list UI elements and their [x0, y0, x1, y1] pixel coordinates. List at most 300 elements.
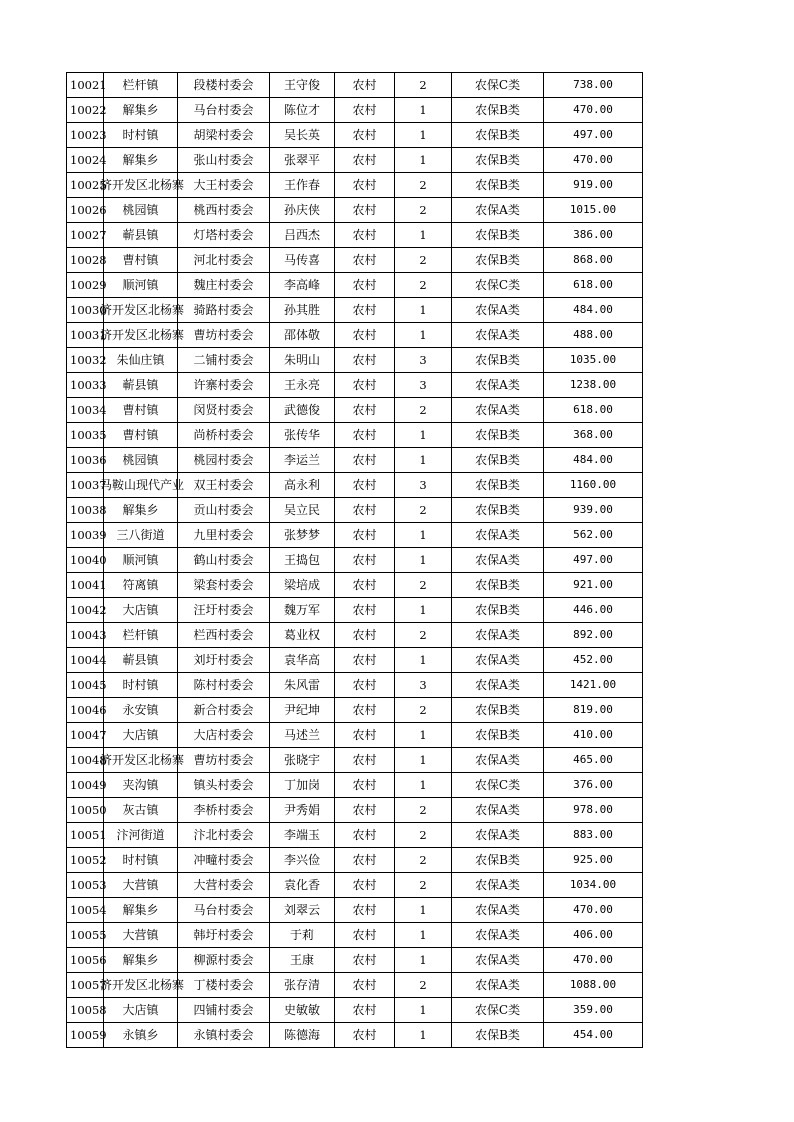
amount-cell: 368.00 [544, 423, 643, 448]
table-row [67, 698, 643, 723]
area-type-cell: 农村 [335, 923, 395, 948]
table-row [67, 348, 643, 373]
area-type-cell: 农村 [335, 223, 395, 248]
town-cell: 解集乡 [104, 148, 178, 173]
person-name-cell: 刘翠云 [270, 898, 335, 923]
insurance-category-cell: 农保B类 [452, 223, 544, 248]
insurance-category-cell: 农保C类 [452, 73, 544, 98]
household-count-cell: 3 [395, 473, 452, 498]
person-name-cell: 朱明山 [270, 348, 335, 373]
person-name-cell: 王永亮 [270, 373, 335, 398]
area-type-cell: 农村 [335, 748, 395, 773]
village-committee-cell: 段楼村委会 [178, 73, 270, 98]
household-count-cell: 1 [395, 548, 452, 573]
household-count-cell: 1 [395, 223, 452, 248]
amount-cell: 1238.00 [544, 373, 643, 398]
insurance-category-cell: 农保A类 [452, 198, 544, 223]
area-type-cell: 农村 [335, 648, 395, 673]
area-type-cell: 农村 [335, 73, 395, 98]
record-id-cell: 10028 [67, 248, 104, 273]
insurance-category-cell: 农保A类 [452, 398, 544, 423]
amount-cell: 497.00 [544, 548, 643, 573]
household-count-cell: 1 [395, 123, 452, 148]
table-row [67, 748, 643, 773]
town-cell: 济开发区北杨寨 [104, 298, 178, 323]
area-type-cell: 农村 [335, 623, 395, 648]
person-name-cell: 李端玉 [270, 823, 335, 848]
person-name-cell: 王捣包 [270, 548, 335, 573]
town-cell: 大店镇 [104, 598, 178, 623]
insurance-category-cell: 农保A类 [452, 648, 544, 673]
household-count-cell: 3 [395, 673, 452, 698]
person-name-cell: 魏万军 [270, 598, 335, 623]
person-name-cell: 李高峰 [270, 273, 335, 298]
table-row [67, 373, 643, 398]
record-id-cell: 10025 [67, 173, 104, 198]
table-row [67, 223, 643, 248]
household-count-cell: 3 [395, 373, 452, 398]
village-committee-cell: 栏西村委会 [178, 623, 270, 648]
area-type-cell: 农村 [335, 848, 395, 873]
person-name-cell: 李运兰 [270, 448, 335, 473]
village-committee-cell: 尚桥村委会 [178, 423, 270, 448]
village-committee-cell: 胡梁村委会 [178, 123, 270, 148]
table-row [67, 123, 643, 148]
area-type-cell: 农村 [335, 498, 395, 523]
record-id-cell: 10031 [67, 323, 104, 348]
area-type-cell: 农村 [335, 873, 395, 898]
amount-cell: 939.00 [544, 498, 643, 523]
table-row [67, 73, 643, 98]
person-name-cell: 张梦梦 [270, 523, 335, 548]
person-name-cell: 张存清 [270, 973, 335, 998]
record-id-cell: 10042 [67, 598, 104, 623]
household-count-cell: 2 [395, 248, 452, 273]
household-count-cell: 1 [395, 298, 452, 323]
town-cell: 蕲县镇 [104, 373, 178, 398]
town-cell: 大店镇 [104, 998, 178, 1023]
town-cell: 曹村镇 [104, 248, 178, 273]
amount-cell: 1034.00 [544, 873, 643, 898]
insurance-category-cell: 农保B类 [452, 123, 544, 148]
record-id-cell: 10038 [67, 498, 104, 523]
village-committee-cell: 桃西村委会 [178, 198, 270, 223]
person-name-cell: 马传喜 [270, 248, 335, 273]
person-name-cell: 史敏敏 [270, 998, 335, 1023]
amount-cell: 452.00 [544, 648, 643, 673]
area-type-cell: 农村 [335, 973, 395, 998]
record-id-cell: 10022 [67, 98, 104, 123]
insurance-category-cell: 农保A类 [452, 748, 544, 773]
amount-cell: 868.00 [544, 248, 643, 273]
area-type-cell: 农村 [335, 298, 395, 323]
household-count-cell: 3 [395, 348, 452, 373]
insurance-category-cell: 农保A类 [452, 923, 544, 948]
amount-cell: 562.00 [544, 523, 643, 548]
town-cell: 符离镇 [104, 573, 178, 598]
village-committee-cell: 灯塔村委会 [178, 223, 270, 248]
table-row [67, 498, 643, 523]
amount-cell: 892.00 [544, 623, 643, 648]
town-cell: 蕲县镇 [104, 223, 178, 248]
town-cell: 灰古镇 [104, 798, 178, 823]
amount-cell: 470.00 [544, 898, 643, 923]
town-cell: 济开发区北杨寨 [104, 173, 178, 198]
insurance-category-cell: 农保B类 [452, 148, 544, 173]
amount-cell: 1035.00 [544, 348, 643, 373]
insurance-category-cell: 农保A类 [452, 673, 544, 698]
amount-cell: 919.00 [544, 173, 643, 198]
table-row [67, 1023, 643, 1048]
town-cell: 栏杆镇 [104, 623, 178, 648]
household-count-cell: 2 [395, 873, 452, 898]
table-row [67, 648, 643, 673]
area-type-cell: 农村 [335, 473, 395, 498]
table-row [67, 823, 643, 848]
amount-cell: 470.00 [544, 98, 643, 123]
household-count-cell: 1 [395, 148, 452, 173]
household-count-cell: 1 [395, 948, 452, 973]
area-type-cell: 农村 [335, 448, 395, 473]
household-count-cell: 1 [395, 773, 452, 798]
household-count-cell: 2 [395, 798, 452, 823]
beneficiary-table [66, 72, 643, 1048]
person-name-cell: 吕西杰 [270, 223, 335, 248]
table-row [67, 273, 643, 298]
insurance-category-cell: 农保B类 [452, 248, 544, 273]
village-committee-cell: 骑路村委会 [178, 298, 270, 323]
area-type-cell: 农村 [335, 798, 395, 823]
record-id-cell: 10040 [67, 548, 104, 573]
household-count-cell: 2 [395, 623, 452, 648]
amount-cell: 484.00 [544, 298, 643, 323]
amount-cell: 406.00 [544, 923, 643, 948]
table-row [67, 473, 643, 498]
household-count-cell: 1 [395, 98, 452, 123]
person-name-cell: 葛业权 [270, 623, 335, 648]
table-row [67, 798, 643, 823]
record-id-cell: 10047 [67, 723, 104, 748]
record-id-cell: 10032 [67, 348, 104, 373]
village-committee-cell: 闵贤村委会 [178, 398, 270, 423]
insurance-category-cell: 农保B类 [452, 1023, 544, 1048]
village-committee-cell: 冲疃村委会 [178, 848, 270, 873]
town-cell: 济开发区北杨寨 [104, 748, 178, 773]
record-id-cell: 10057 [67, 973, 104, 998]
record-id-cell: 10043 [67, 623, 104, 648]
amount-cell: 410.00 [544, 723, 643, 748]
table-row [67, 198, 643, 223]
area-type-cell: 农村 [335, 523, 395, 548]
household-count-cell: 2 [395, 698, 452, 723]
area-type-cell: 农村 [335, 123, 395, 148]
area-type-cell: 农村 [335, 723, 395, 748]
village-committee-cell: 柳源村委会 [178, 948, 270, 973]
area-type-cell: 农村 [335, 598, 395, 623]
town-cell: 大营镇 [104, 923, 178, 948]
village-committee-cell: 九里村委会 [178, 523, 270, 548]
person-name-cell: 高永利 [270, 473, 335, 498]
area-type-cell: 农村 [335, 248, 395, 273]
record-id-cell: 10048 [67, 748, 104, 773]
area-type-cell: 农村 [335, 348, 395, 373]
amount-cell: 738.00 [544, 73, 643, 98]
table-row [67, 298, 643, 323]
insurance-category-cell: 农保A类 [452, 823, 544, 848]
insurance-category-cell: 农保A类 [452, 898, 544, 923]
town-cell: 大营镇 [104, 873, 178, 898]
area-type-cell: 农村 [335, 573, 395, 598]
person-name-cell: 陈德海 [270, 1023, 335, 1048]
person-name-cell: 邵体敬 [270, 323, 335, 348]
town-cell: 顺河镇 [104, 273, 178, 298]
person-name-cell: 王作春 [270, 173, 335, 198]
household-count-cell: 1 [395, 423, 452, 448]
village-committee-cell: 双王村委会 [178, 473, 270, 498]
record-id-cell: 10021 [67, 73, 104, 98]
table-row [67, 673, 643, 698]
record-id-cell: 10046 [67, 698, 104, 723]
village-committee-cell: 大营村委会 [178, 873, 270, 898]
village-committee-cell: 梁套村委会 [178, 573, 270, 598]
amount-cell: 618.00 [544, 398, 643, 423]
person-name-cell: 袁化香 [270, 873, 335, 898]
table-row [67, 398, 643, 423]
household-count-cell: 1 [395, 898, 452, 923]
town-cell: 解集乡 [104, 98, 178, 123]
area-type-cell: 农村 [335, 273, 395, 298]
insurance-category-cell: 农保A类 [452, 323, 544, 348]
town-cell: 永镇乡 [104, 1023, 178, 1048]
amount-cell: 925.00 [544, 848, 643, 873]
amount-cell: 921.00 [544, 573, 643, 598]
record-id-cell: 10054 [67, 898, 104, 923]
person-name-cell: 于莉 [270, 923, 335, 948]
person-name-cell: 张传华 [270, 423, 335, 448]
town-cell: 栏杆镇 [104, 73, 178, 98]
area-type-cell: 农村 [335, 673, 395, 698]
record-id-cell: 10056 [67, 948, 104, 973]
insurance-category-cell: 农保A类 [452, 548, 544, 573]
area-type-cell: 农村 [335, 898, 395, 923]
household-count-cell: 2 [395, 973, 452, 998]
area-type-cell: 农村 [335, 998, 395, 1023]
area-type-cell: 农村 [335, 1023, 395, 1048]
person-name-cell: 尹纪坤 [270, 698, 335, 723]
insurance-category-cell: 农保B类 [452, 173, 544, 198]
town-cell: 蕲县镇 [104, 648, 178, 673]
area-type-cell: 农村 [335, 373, 395, 398]
table-row [67, 98, 643, 123]
area-type-cell: 农村 [335, 948, 395, 973]
town-cell: 马鞍山现代产业 [104, 473, 178, 498]
table-row [67, 948, 643, 973]
person-name-cell: 李兴俭 [270, 848, 335, 873]
household-count-cell: 1 [395, 448, 452, 473]
amount-cell: 1015.00 [544, 198, 643, 223]
village-committee-cell: 河北村委会 [178, 248, 270, 273]
record-id-cell: 10045 [67, 673, 104, 698]
amount-cell: 497.00 [544, 123, 643, 148]
village-committee-cell: 四铺村委会 [178, 998, 270, 1023]
record-id-cell: 10059 [67, 1023, 104, 1048]
town-cell: 济开发区北杨寨 [104, 973, 178, 998]
insurance-category-cell: 农保A类 [452, 298, 544, 323]
amount-cell: 488.00 [544, 323, 643, 348]
village-committee-cell: 魏庄村委会 [178, 273, 270, 298]
village-committee-cell: 韩圩村委会 [178, 923, 270, 948]
amount-cell: 618.00 [544, 273, 643, 298]
area-type-cell: 农村 [335, 198, 395, 223]
amount-cell: 470.00 [544, 148, 643, 173]
record-id-cell: 10044 [67, 648, 104, 673]
table-row [67, 973, 643, 998]
person-name-cell: 尹秀娟 [270, 798, 335, 823]
record-id-cell: 10026 [67, 198, 104, 223]
town-cell: 解集乡 [104, 898, 178, 923]
area-type-cell: 农村 [335, 773, 395, 798]
table-row [67, 998, 643, 1023]
household-count-cell: 1 [395, 598, 452, 623]
person-name-cell: 陈位才 [270, 98, 335, 123]
insurance-category-cell: 农保B类 [452, 98, 544, 123]
town-cell: 桃园镇 [104, 448, 178, 473]
village-committee-cell: 汴北村委会 [178, 823, 270, 848]
village-committee-cell: 曹坊村委会 [178, 323, 270, 348]
village-committee-cell: 马台村委会 [178, 898, 270, 923]
table-row [67, 848, 643, 873]
village-committee-cell: 李桥村委会 [178, 798, 270, 823]
person-name-cell: 张翠平 [270, 148, 335, 173]
record-id-cell: 10036 [67, 448, 104, 473]
insurance-category-cell: 农保A类 [452, 873, 544, 898]
person-name-cell: 袁华高 [270, 648, 335, 673]
area-type-cell: 农村 [335, 548, 395, 573]
table-row [67, 148, 643, 173]
insurance-category-cell: 农保B类 [452, 723, 544, 748]
record-id-cell: 10058 [67, 998, 104, 1023]
person-name-cell: 梁培成 [270, 573, 335, 598]
town-cell: 三八街道 [104, 523, 178, 548]
village-committee-cell: 大店村委会 [178, 723, 270, 748]
amount-cell: 1088.00 [544, 973, 643, 998]
town-cell: 永安镇 [104, 698, 178, 723]
record-id-cell: 10035 [67, 423, 104, 448]
table-row [67, 573, 643, 598]
household-count-cell: 2 [395, 573, 452, 598]
person-name-cell: 张晓宇 [270, 748, 335, 773]
person-name-cell: 马述兰 [270, 723, 335, 748]
record-id-cell: 10039 [67, 523, 104, 548]
record-id-cell: 10037 [67, 473, 104, 498]
household-count-cell: 1 [395, 648, 452, 673]
record-id-cell: 10041 [67, 573, 104, 598]
household-count-cell: 2 [395, 273, 452, 298]
record-id-cell: 10055 [67, 923, 104, 948]
village-committee-cell: 桃园村委会 [178, 448, 270, 473]
town-cell: 解集乡 [104, 498, 178, 523]
insurance-category-cell: 农保C类 [452, 773, 544, 798]
town-cell: 桃园镇 [104, 198, 178, 223]
household-count-cell: 1 [395, 923, 452, 948]
village-committee-cell: 镇头村委会 [178, 773, 270, 798]
household-count-cell: 2 [395, 173, 452, 198]
amount-cell: 465.00 [544, 748, 643, 773]
household-count-cell: 2 [395, 198, 452, 223]
insurance-category-cell: 农保B类 [452, 698, 544, 723]
table-row [67, 723, 643, 748]
household-count-cell: 1 [395, 1023, 452, 1048]
record-id-cell: 10027 [67, 223, 104, 248]
insurance-category-cell: 农保B类 [452, 573, 544, 598]
village-committee-cell: 许寨村委会 [178, 373, 270, 398]
town-cell: 朱仙庄镇 [104, 348, 178, 373]
record-id-cell: 10030 [67, 298, 104, 323]
area-type-cell: 农村 [335, 423, 395, 448]
table-row [67, 898, 643, 923]
amount-cell: 454.00 [544, 1023, 643, 1048]
village-committee-cell: 陈村村委会 [178, 673, 270, 698]
table-row [67, 448, 643, 473]
town-cell: 汴河街道 [104, 823, 178, 848]
insurance-category-cell: 农保A类 [452, 948, 544, 973]
table-row [67, 873, 643, 898]
table-row [67, 248, 643, 273]
person-name-cell: 王康 [270, 948, 335, 973]
amount-cell: 1160.00 [544, 473, 643, 498]
household-count-cell: 1 [395, 723, 452, 748]
area-type-cell: 农村 [335, 698, 395, 723]
amount-cell: 1421.00 [544, 673, 643, 698]
town-cell: 曹村镇 [104, 398, 178, 423]
insurance-category-cell: 农保B类 [452, 598, 544, 623]
person-name-cell: 丁加岗 [270, 773, 335, 798]
amount-cell: 470.00 [544, 948, 643, 973]
village-committee-cell: 永镇村委会 [178, 1023, 270, 1048]
person-name-cell: 孙庆侠 [270, 198, 335, 223]
amount-cell: 883.00 [544, 823, 643, 848]
village-committee-cell: 汪圩村委会 [178, 598, 270, 623]
table-row [67, 773, 643, 798]
insurance-category-cell: 农保A类 [452, 623, 544, 648]
table-row [67, 423, 643, 448]
table-row [67, 173, 643, 198]
record-id-cell: 10052 [67, 848, 104, 873]
insurance-category-cell: 农保B类 [452, 348, 544, 373]
person-name-cell: 吴长英 [270, 123, 335, 148]
amount-cell: 978.00 [544, 798, 643, 823]
town-cell: 夹沟镇 [104, 773, 178, 798]
insurance-category-cell: 农保B类 [452, 848, 544, 873]
town-cell: 济开发区北杨寨 [104, 323, 178, 348]
amount-cell: 446.00 [544, 598, 643, 623]
table-row [67, 598, 643, 623]
area-type-cell: 农村 [335, 823, 395, 848]
village-committee-cell: 大王村委会 [178, 173, 270, 198]
village-committee-cell: 刘圩村委会 [178, 648, 270, 673]
record-id-cell: 10029 [67, 273, 104, 298]
household-count-cell: 2 [395, 848, 452, 873]
insurance-category-cell: 农保A类 [452, 798, 544, 823]
record-id-cell: 10033 [67, 373, 104, 398]
table-row [67, 323, 643, 348]
person-name-cell: 孙其胜 [270, 298, 335, 323]
household-count-cell: 2 [395, 73, 452, 98]
area-type-cell: 农村 [335, 98, 395, 123]
record-id-cell: 10050 [67, 798, 104, 823]
village-committee-cell: 二铺村委会 [178, 348, 270, 373]
town-cell: 时村镇 [104, 673, 178, 698]
